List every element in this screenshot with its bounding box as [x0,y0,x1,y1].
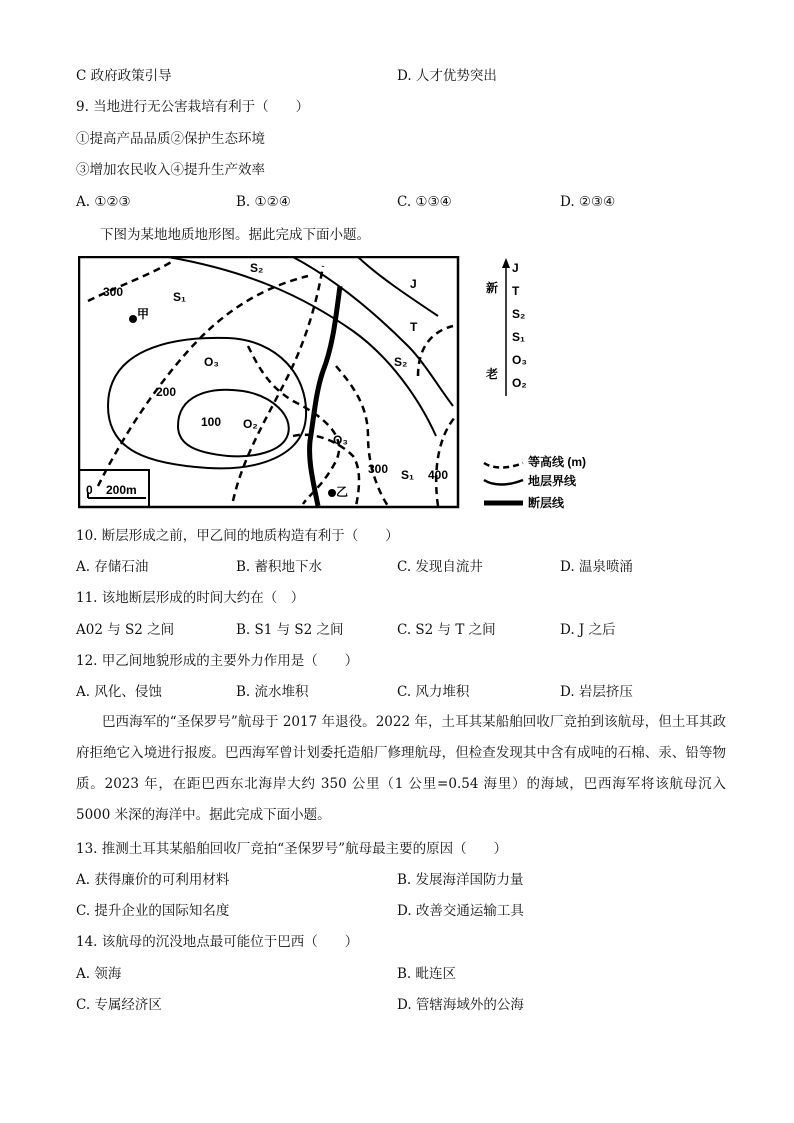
stratum-label: O₂ [243,417,258,431]
contour-label: 300 [368,462,389,476]
q10-stem: 10. 断层形成之前，甲乙间的地质构造有利于（ ） [76,528,399,544]
point-yi [328,489,336,497]
stratum-label: O₃ [204,355,219,369]
sequence-t: T [512,284,520,298]
q11-stem: 11. 该地断层形成的时间大约在（ ） [76,590,305,606]
q8-option-c: C 政府政策引导 [76,68,172,84]
q11-option-b: B. S1 与 S2 之间 [236,622,344,638]
q12-stem: 12. 甲乙间地貌形成的主要外力作用是（ ） [76,653,359,669]
q9-option-a: A. ①②③ [76,194,131,210]
q9-items-line1: ①提高产品品质②保护生态环境 [76,131,265,147]
q14-stem: 14. 该航母的沉没地点最可能位于巴西（ ） [76,934,359,950]
passage: 巴西海军的“圣保罗号”航母于 2017 年退役。2022 年，土耳其某船舶回收厂竞拍到该航母，但土耳其政府拒绝它入境进行报废。巴西海军曾计划委托造船厂修理航母，但检查发现其中含有成吨的石棉、汞、铅等物质。2023 年，在距巴西东北海岸大约 350 公里（1 公里=0.54 海里）的海域，巴西海军将该航母沉入 5000 米深的海洋中。据此完成下面小题。 [76,714,726,823]
point-jia [129,315,137,323]
boundary-line [358,257,438,316]
q12-option-a: A. 风化、侵蚀 [76,684,162,700]
q10-option-d: D. 温泉喷涌 [560,559,633,575]
stratum-label: S₁ [401,468,414,482]
contour-label: 200 [156,385,177,399]
contour-label: 400 [428,468,449,482]
q11-option-d: D. J 之后 [560,622,616,638]
arrow-head-icon [502,258,510,268]
q13-option-a: A. 获得廉价的可利用材料 [76,872,230,888]
age-old-label: 老 [486,367,499,381]
age-new-label: 新 [486,281,499,295]
q14-option-c: C. 专属经济区 [76,997,162,1013]
stratum-label: T [410,320,418,334]
geologic-map [78,256,598,518]
sequence-o3: O₃ [512,353,527,367]
legend-fault-label: 断层线 [528,496,565,510]
legend-contour-icon [484,463,523,468]
sequence-s2: S₂ [512,307,526,321]
q13-option-d: D. 改善交通运输工具 [397,903,524,919]
q8-option-d: D. 人才优势突出 [397,68,497,84]
fault-line [310,286,340,506]
contour-label: 100 [201,415,222,429]
q13-stem: 13. 推测土耳其某船舶回收厂竞拍“圣保罗号”航母最主要的原因（ ） [76,841,508,857]
stratum-label: J [410,277,417,291]
q9-items-line2: ③增加农民收入④提升生产效率 [76,162,265,178]
q10-option-b: B. 蓄积地下水 [236,559,323,575]
q11-option-a: A02 与 S2 之间 [76,622,175,638]
q13-option-c: C. 提升企业的国际知名度 [76,903,230,919]
map-intro: 下图为某地地质地形图。据此完成下面小题。 [100,227,370,243]
q9-stem: 9. 当地进行无公害栽培有利于（ ） [76,99,310,115]
q11-option-c: C. S2 与 T 之间 [397,622,496,638]
q9-option-b: B. ①②④ [236,194,291,210]
sequence-s1: S₁ [512,330,525,344]
contour-label: 300 [103,285,124,299]
legend-contour-label: 等高线 (m) [528,455,586,469]
q14-option-a: A. 领海 [76,966,122,982]
q12-option-d: D. 岩层挤压 [560,684,633,700]
sequence-j: J [512,261,519,275]
stratum-label: S₂ [394,355,408,369]
stratum-label: O₃ [333,433,348,447]
q12-option-c: C. 风力堆积 [397,684,470,700]
q9-option-d: D. ②③④ [560,194,616,210]
boundary-inner [178,390,289,457]
sequence-o2: O₂ [512,376,527,390]
point-yi-label: 乙 [336,485,349,499]
q14-option-b: B. 毗连区 [397,966,457,982]
legend-boundary-icon [484,480,523,485]
legend-boundary-label: 地层界线 [528,474,577,488]
q10-option-c: C. 发现自流井 [397,559,483,575]
stratum-label: S₂ [250,261,264,275]
point-jia-label: 甲 [137,307,150,321]
q12-option-b: B. 流水堆积 [236,684,309,700]
q9-option-c: C. ①③④ [397,194,452,210]
stratum-label: S₁ [173,290,186,304]
q13-option-b: B. 发展海洋国防力量 [397,872,524,888]
scale-label: 200m [106,483,137,497]
q10-option-a: A. 存储石油 [76,559,149,575]
scale-zero: 0 [86,483,93,497]
q14-option-d: D. 管辖海域外的公海 [397,997,524,1013]
